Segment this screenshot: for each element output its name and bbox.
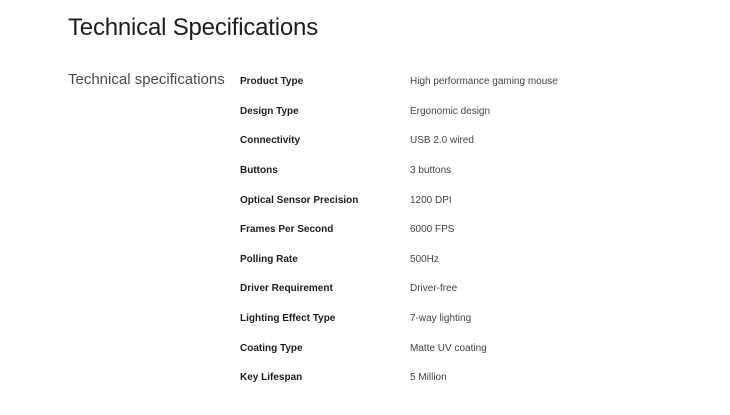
section-title: Technical specifications (68, 71, 225, 88)
spec-value: 3 buttons (410, 165, 452, 177)
spec-value: USB 2.0 wired (410, 135, 474, 147)
spec-label: Frames Per Second (240, 224, 334, 236)
spec-value: 500Hz (410, 253, 439, 265)
spec-row-coating-type (240, 333, 710, 363)
spec-value: High performance gaming mouse (410, 76, 558, 88)
spec-row-polling-rate (240, 245, 710, 275)
spec-value: Matte UV coating (410, 342, 487, 354)
spec-value: 5 Million (410, 372, 447, 384)
spec-value: Ergonomic design (410, 105, 491, 117)
spec-label: Buttons (240, 165, 278, 177)
spec-label: Optical Sensor Precision (240, 194, 359, 206)
spec-label: Design Type (240, 105, 299, 117)
spec-label: Driver Requirement (240, 283, 333, 295)
spec-value: 7-way lighting (410, 313, 472, 325)
spec-row-connectivity (240, 126, 710, 156)
spec-value: Driver-free (410, 283, 458, 295)
spec-label: Key Lifespan (240, 372, 303, 384)
spec-label: Connectivity (240, 135, 301, 147)
spec-label: Product Type (240, 76, 304, 88)
spec-label: Polling Rate (240, 253, 298, 265)
spec-row-product-type (240, 67, 710, 97)
spec-row-buttons (240, 156, 710, 186)
spec-row-frames-per-second (240, 215, 710, 245)
spec-row-lighting-effect-type (240, 304, 710, 334)
spec-row-driver-requirement (240, 274, 710, 304)
spec-label: Coating Type (240, 342, 303, 354)
spec-list (240, 67, 710, 393)
spec-label: Lighting Effect Type (240, 313, 336, 325)
spec-row-optical-sensor-precision (240, 185, 710, 215)
spec-row-key-lifespan (240, 363, 710, 393)
spec-row-design-type (240, 97, 710, 127)
spec-value: 1200 DPI (410, 194, 452, 206)
spec-value: 6000 FPS (410, 224, 455, 236)
page-title: Technical Specifications (68, 14, 319, 41)
